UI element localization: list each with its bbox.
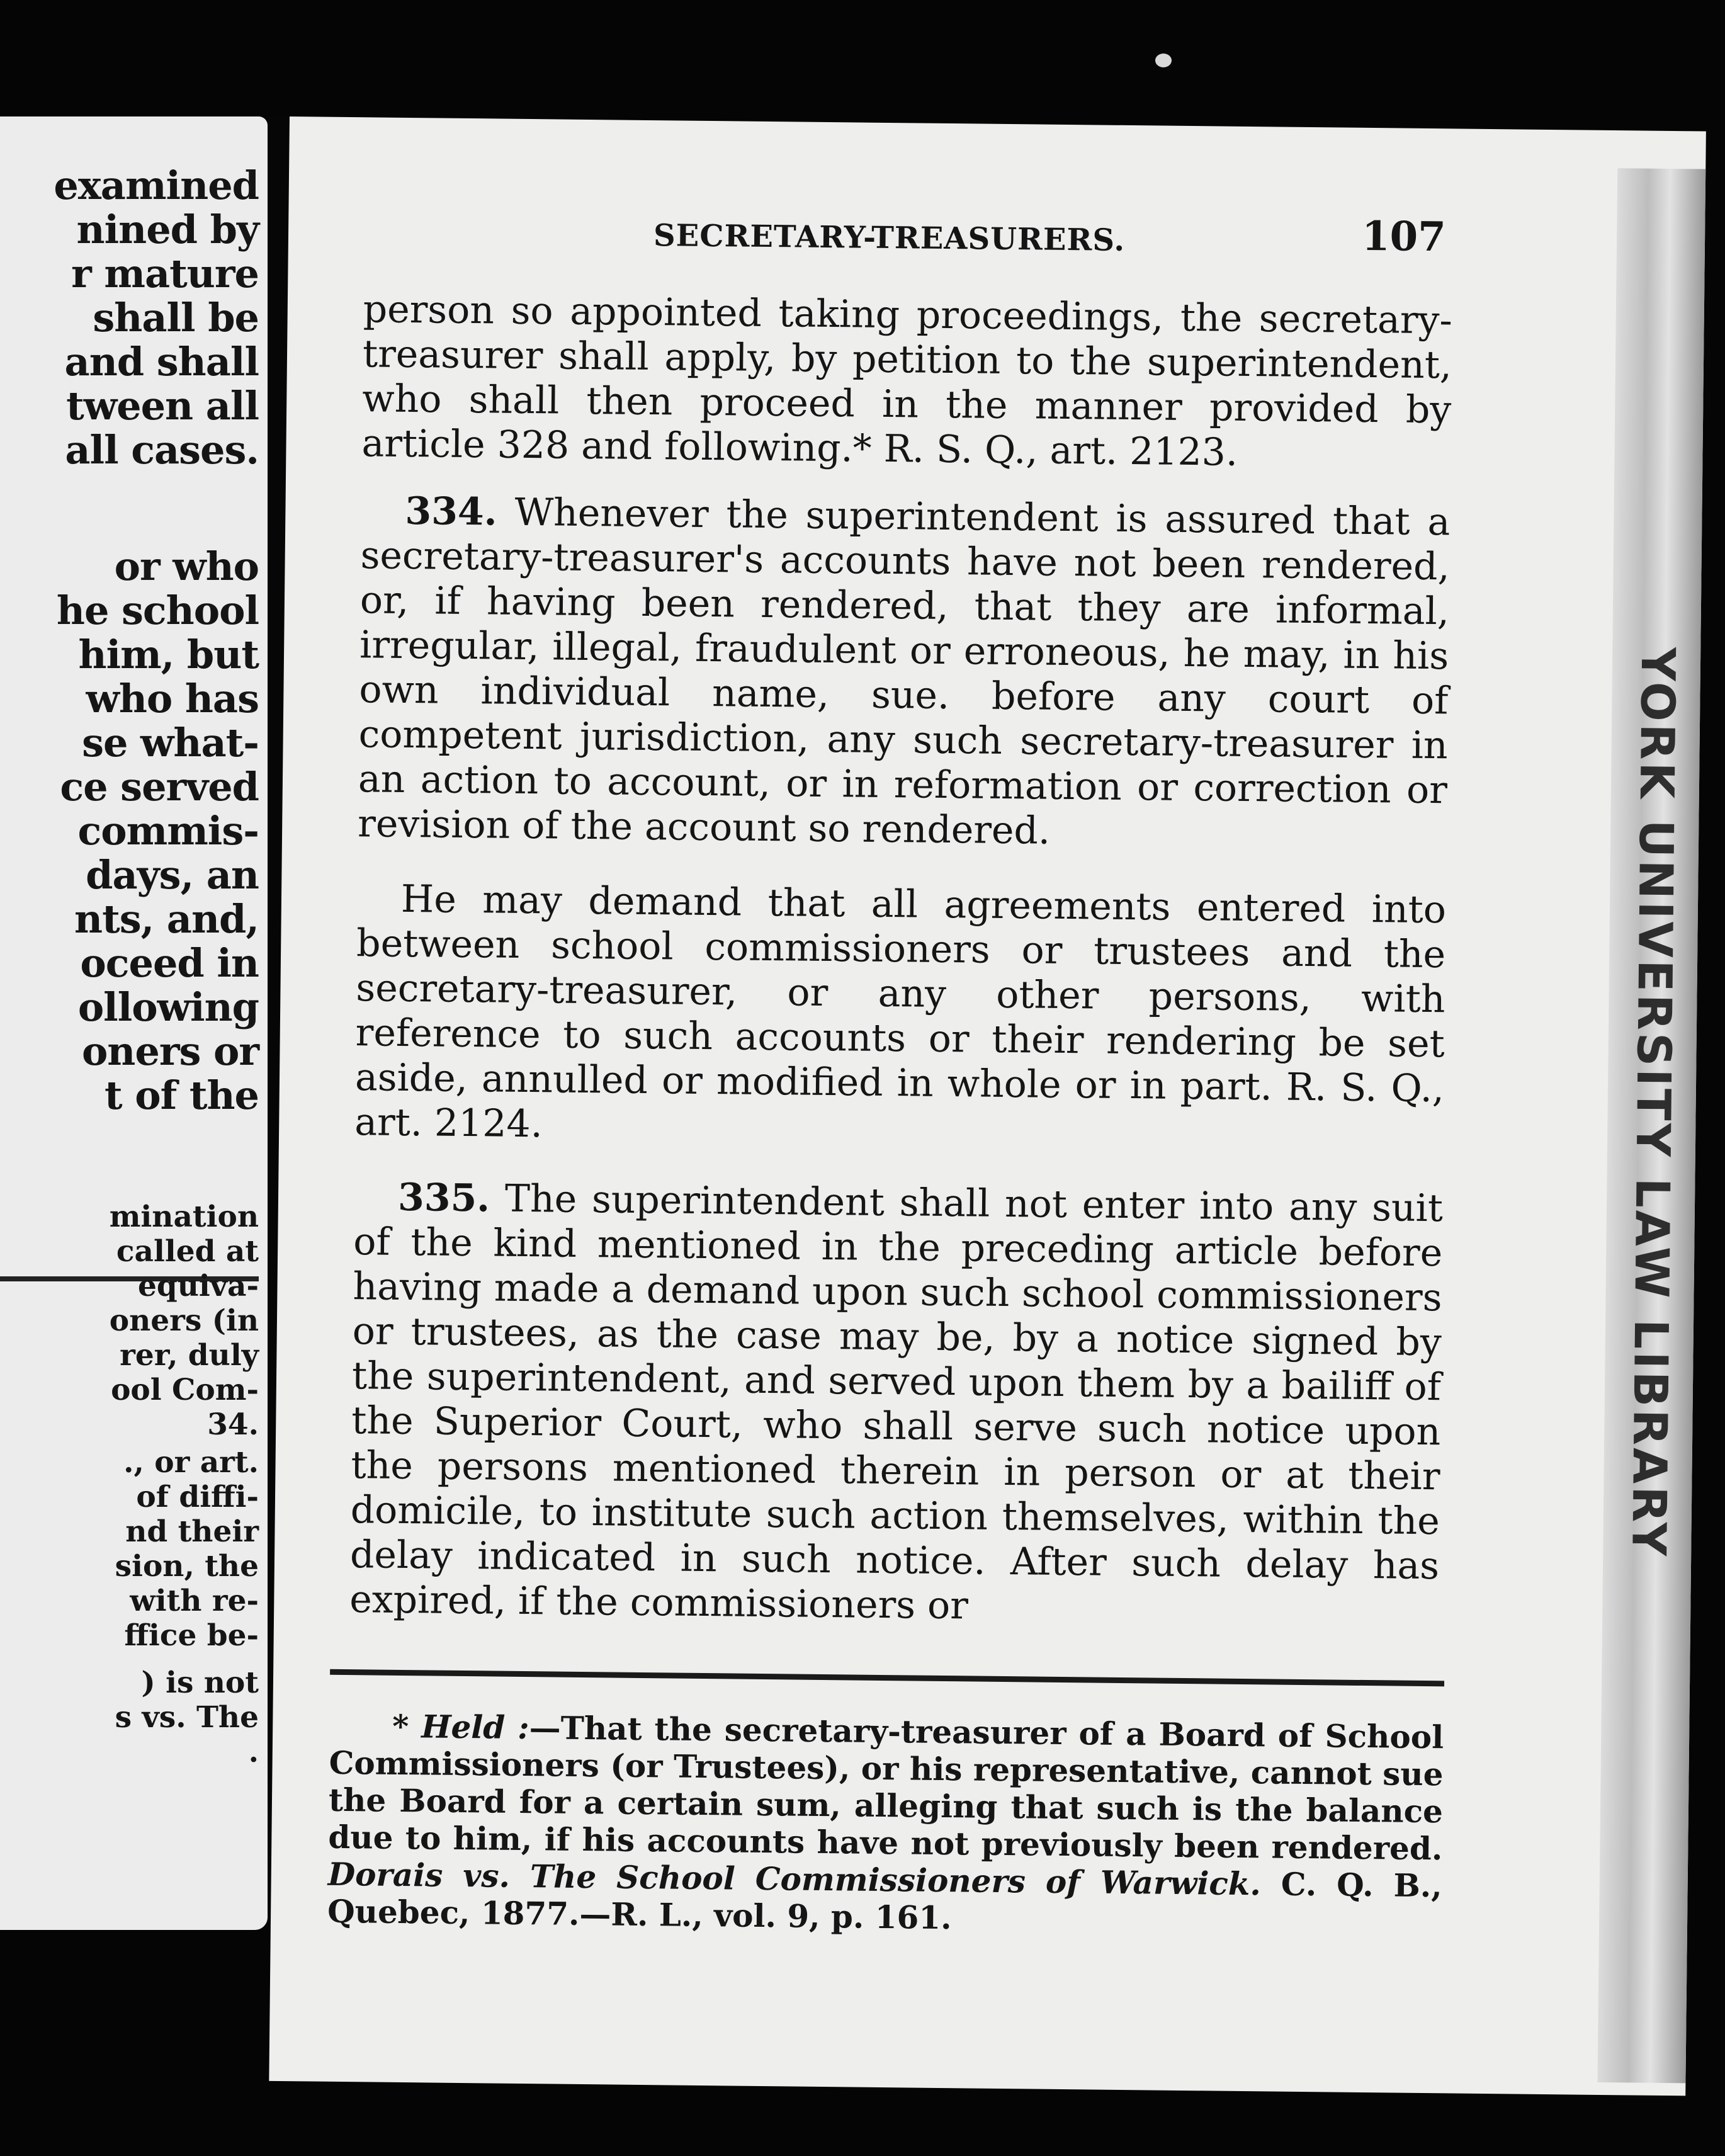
- footnote-text: —That the secretary-treasurer of a Board of School Commissioners (or Trustees), or his representative, cannot sue the Board for a certain sum, alleging that such is the balance due to him, if his accounts have not previously been rendered.: [328, 1709, 1444, 1868]
- left-footnote-line: oners (in: [109, 1303, 259, 1338]
- left-footnote-line: ) is not: [141, 1665, 259, 1700]
- left-page-line: him, but: [78, 632, 259, 678]
- body-text: [349, 287, 1452, 1633]
- footnote: [327, 1707, 1444, 1942]
- left-page-line: ce served: [60, 764, 259, 810]
- left-footnote-line: sion, the: [115, 1549, 259, 1584]
- left-footnote-line: ffice be-: [124, 1618, 259, 1653]
- left-footnote-line: mination: [109, 1200, 259, 1234]
- footnote-rule: [330, 1669, 1444, 1687]
- left-page-line: commis-: [77, 808, 259, 854]
- left-footnote-line: 34.: [207, 1407, 259, 1442]
- left-footnote-line: nd their: [125, 1514, 259, 1549]
- left-page-fragment: [0, 116, 268, 1930]
- page-number: 107: [1361, 212, 1447, 261]
- left-page-line: se what-: [82, 720, 259, 766]
- left-page-line: he school: [56, 587, 259, 633]
- left-footnote-line: with re-: [130, 1584, 259, 1618]
- left-page-line: tween all: [66, 383, 259, 429]
- left-page-line: all cases.: [65, 427, 259, 473]
- left-page-line: or who: [114, 543, 259, 589]
- left-footnote-line: ool Com-: [111, 1373, 259, 1407]
- left-footnote-line: s vs. The: [115, 1700, 259, 1735]
- left-page-line: and shall: [64, 339, 259, 385]
- left-page-line: days, an: [86, 852, 259, 898]
- article-335: [349, 1175, 1443, 1633]
- article-number-335: 335.: [397, 1175, 490, 1221]
- left-page-line: t of the: [105, 1072, 259, 1118]
- article-335-text: The superintendent shall not enter into any suit of the kind mentioned in the preceding article before having made a demand upon such school commissioners or trustees, as the case may be, by a notice signed by the superintendent, and served upon them by a bailiff of the Superior Court, who shall serve such notice upon the persons mentioned therein in person or at their domicile, to institute such action themselves, within the delay indicated in such notice. After such delay has expired, if the commissioners or: [349, 1176, 1444, 1628]
- left-footnote-line: .: [248, 1735, 259, 1769]
- library-stamp-text: YORK UNIVERSITY LAW LIBRARY: [1621, 647, 1685, 1559]
- left-footnote-line: of diffi-: [136, 1480, 259, 1514]
- running-head: SECRETARY-TREASURERS.: [653, 218, 1126, 258]
- article-number-334: 334.: [405, 489, 497, 535]
- left-page-line: shall be: [93, 295, 259, 341]
- main-page: [269, 116, 1706, 2096]
- left-footnote-line: equiva-: [137, 1269, 259, 1303]
- continuation-paragraph: person so appointed taking proceedings, the secretary-treasurer shall apply, by petition to the superintendent, who shall then proceed in the manner provided by article 328 and following.* R. S. Q., art. 2123.: [361, 287, 1453, 475]
- left-page-line: nts, and,: [74, 896, 259, 942]
- left-footnote-line: rer, duly: [120, 1338, 259, 1373]
- left-page-line: oners or: [81, 1028, 259, 1074]
- left-page-line: oceed in: [80, 940, 259, 986]
- left-page-line: nined by: [76, 207, 259, 252]
- article-334-second-paragraph: He may demand that all agreements entered into between school commissioners or trustees and the secretary-treasurer, or any other persons, with reference to such accounts or their rendering be set aside, annulled or modified in whole or in part. R. S. Q., art. 2124.: [354, 877, 1447, 1147]
- article-334-text: Whenever the superintendent is assured that a secretary-treasurer's accounts have not been rendered, or, if having been rendered, that they are informal, irregular, illegal, fraudulent or erroneous, he may, in his own individual name, sue. before any court of competent jurisdiction, any such secretary-treasurer in an action to account, or in reformation or correction or revision of the account so rendered.: [357, 490, 1451, 853]
- left-page-line: who has: [86, 676, 259, 722]
- left-footnote-line: ., or art.: [123, 1445, 259, 1480]
- footnote-citation: C. Q. B., Quebec, 1877.—R. L., vol. 9, p. 161.: [327, 1865, 1442, 1937]
- footnote-marker: * Held :: [392, 1707, 529, 1747]
- left-footnote-line: called at: [116, 1234, 259, 1269]
- dust-speck: [1155, 54, 1172, 67]
- left-page-line: ollowing: [77, 984, 259, 1030]
- left-page-line: r mature: [71, 251, 259, 297]
- footnote-case-name: Dorais vs. The School Commissioners of Warwick.: [327, 1855, 1262, 1903]
- left-page-line: examined: [54, 162, 259, 208]
- article-334: [358, 489, 1451, 858]
- page-edge-stack: [1597, 168, 1705, 2083]
